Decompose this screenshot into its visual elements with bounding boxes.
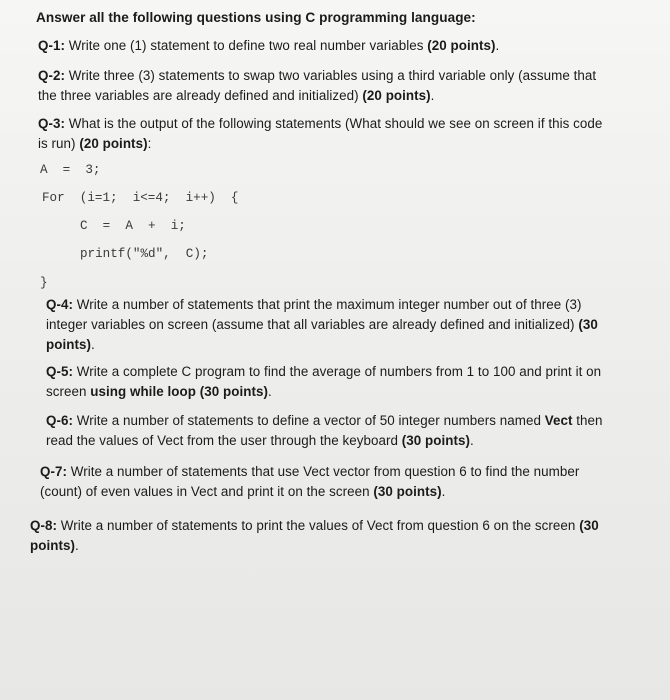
code-line-assign: A = 3; [40, 163, 101, 177]
question-4-text-line2: integer variables on screen (assume that all variables are already defined and initialized) [46, 317, 579, 332]
question-4 [46, 295, 598, 355]
question-7-text-line1: Write a number of statements that use Vect vector from question 6 to find the number [66, 464, 580, 479]
question-8-points-a: (30 [579, 518, 599, 533]
question-4-text-line1: Write a number of statements that print the maximum integer number out of three (3) [72, 297, 582, 312]
question-3-text-line2: is run) [38, 136, 80, 151]
question-3-points: (20 points) [79, 136, 148, 151]
question-4-tail: . [90, 337, 95, 352]
question-5-tail: . [267, 384, 272, 399]
question-7-label: Q-7: [40, 464, 67, 479]
question-6-vect-name: Vect [544, 413, 573, 428]
question-5-loop-points: using while loop (30 points) [90, 384, 268, 399]
question-2-text-line1: Write three (3) statements to swap two variables using a third variable only (assume that [64, 68, 597, 83]
instructions-heading: Answer all the following questions using C programming language: [36, 10, 476, 25]
question-1-text: Write one (1) statement to define two real number variables [64, 38, 428, 53]
question-8-label: Q-8: [30, 518, 57, 533]
question-3-text-line1: What is the output of the following statements (What should we see on screen if this code [64, 116, 603, 131]
question-3-tail: : [147, 136, 152, 151]
question-7-tail: . [441, 484, 446, 499]
question-4-points-a: (30 [578, 317, 598, 332]
code-line-close-brace: } [40, 276, 48, 290]
question-2 [38, 66, 596, 106]
question-6-tail: . [470, 433, 474, 448]
question-3-label: Q-3: [38, 116, 65, 131]
question-5-label: Q-5: [46, 364, 73, 379]
question-7 [40, 462, 579, 502]
code-line-sum: C = A + i; [80, 219, 186, 233]
question-2-points: (20 points) [362, 88, 431, 103]
question-6-text-line1b: then [572, 413, 603, 428]
question-4-label: Q-4: [46, 297, 73, 312]
question-5-text-line1: Write a complete C program to find the average of numbers from 1 to 100 and print it on [72, 364, 602, 379]
question-7-points: (30 points) [373, 484, 442, 499]
question-2-text-line2: the three variables are already defined and initialized) [38, 88, 363, 103]
question-1 [38, 36, 499, 56]
code-line-for: For (i=1; i<=4; i++) { [42, 191, 239, 205]
question-2-tail: . [430, 88, 435, 103]
question-5-text-line2: screen [46, 384, 91, 399]
question-7-text-line2: (count) of even values in Vect and print it on the screen [40, 484, 374, 499]
question-8-text-line1: Write a number of statements to print the values of Vect from question 6 on the screen [56, 518, 580, 533]
question-8 [30, 516, 599, 556]
question-6-text-line1: Write a number of statements to define a vector of 50 integer numbers named [72, 413, 545, 428]
question-6-text-line2: read the values of Vect from the user through the keyboard [46, 433, 402, 448]
question-6-label: Q-6: [46, 413, 73, 428]
question-8-points-b: points) [30, 538, 75, 553]
question-3 [38, 114, 602, 154]
question-4-points-b: points) [46, 337, 91, 352]
question-2-label: Q-2: [38, 68, 65, 83]
question-1-tail: . [495, 38, 500, 53]
question-5 [46, 362, 601, 402]
question-6 [46, 411, 603, 451]
code-line-printf: printf("%d", C); [80, 247, 209, 261]
question-8-tail: . [74, 538, 79, 553]
question-6-points: (30 points) [401, 433, 471, 448]
question-1-label: Q-1: [38, 38, 65, 53]
question-1-points: (20 points) [427, 38, 496, 53]
